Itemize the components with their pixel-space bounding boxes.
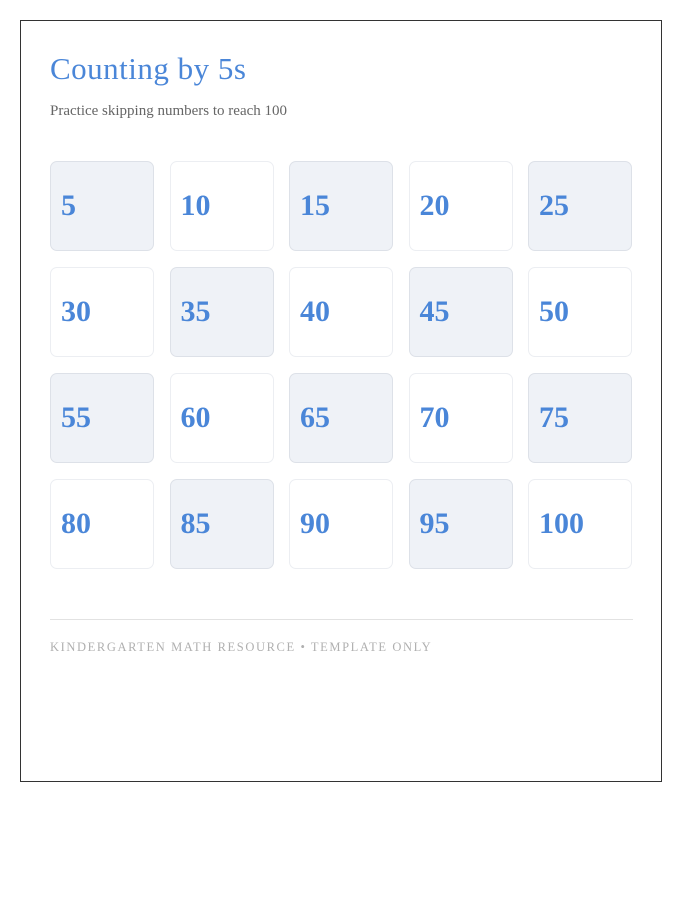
number-cell <box>50 161 154 251</box>
number-label: 20 <box>419 189 450 222</box>
number-label: 80 <box>61 507 91 540</box>
number-label: 65 <box>300 401 330 434</box>
number-cell <box>170 373 274 463</box>
number-label: 85 <box>180 507 211 540</box>
footer-divider <box>50 619 633 620</box>
number-label: 15 <box>300 189 330 222</box>
number-label: 55 <box>61 401 91 434</box>
number-label: 10 <box>180 189 211 222</box>
number-cell <box>50 479 154 569</box>
number-cell <box>409 373 513 463</box>
number-cell <box>409 161 513 251</box>
number-label: 5 <box>61 189 76 222</box>
number-label: 70 <box>419 401 450 434</box>
number-cell <box>528 479 632 569</box>
number-label: 90 <box>300 507 330 540</box>
number-cell <box>50 267 154 357</box>
number-cell <box>409 479 513 569</box>
footer-text: KINDERGARTEN MATH RESOURCE • TEMPLATE ONLY <box>50 640 433 654</box>
number-label: 95 <box>419 507 450 540</box>
number-cell <box>409 267 513 357</box>
number-grid <box>50 161 632 569</box>
number-label: 50 <box>539 295 569 328</box>
number-label: 40 <box>300 295 330 328</box>
number-cell <box>289 161 393 251</box>
number-cell <box>170 161 274 251</box>
number-cell <box>289 267 393 357</box>
number-cell <box>170 267 274 357</box>
number-label: 75 <box>539 401 569 434</box>
number-cell <box>289 479 393 569</box>
number-label: 35 <box>180 295 211 328</box>
number-label: 30 <box>61 295 91 328</box>
number-cell <box>170 479 274 569</box>
page-subtitle: Practice skipping numbers to reach 100 <box>50 103 288 119</box>
number-label: 100 <box>539 507 584 540</box>
number-cell <box>528 373 632 463</box>
number-label: 25 <box>539 189 569 222</box>
number-label: 45 <box>419 295 450 328</box>
number-cell <box>528 161 632 251</box>
page-title: Counting by 5s <box>50 51 247 86</box>
number-cell <box>289 373 393 463</box>
worksheet-page <box>20 20 662 782</box>
number-label: 60 <box>180 401 211 434</box>
number-cell <box>50 373 154 463</box>
number-cell <box>528 267 632 357</box>
